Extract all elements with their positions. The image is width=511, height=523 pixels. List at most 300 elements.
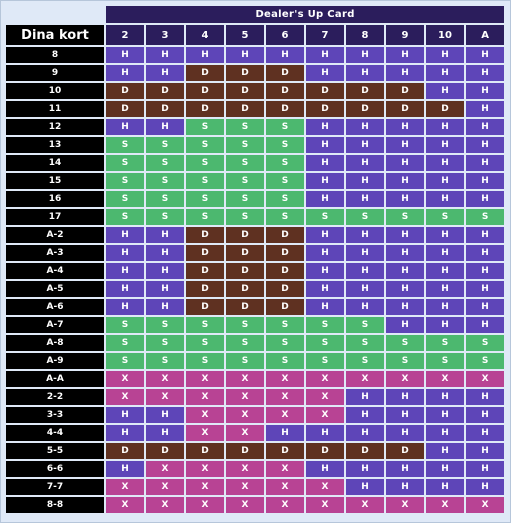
your-cards-header: Dina kort: [6, 25, 104, 45]
action-cell: H: [306, 155, 344, 171]
action-cell: H: [346, 155, 384, 171]
hand-row: [6, 47, 504, 63]
action-cell: H: [106, 227, 144, 243]
action-cell: X: [146, 371, 184, 387]
action-cell: S: [346, 209, 384, 225]
action-cell: H: [346, 119, 384, 135]
action-cell: S: [346, 317, 384, 333]
hand-label: A-8: [6, 335, 104, 351]
action-cell: S: [466, 209, 504, 225]
action-cell: S: [426, 209, 464, 225]
action-cell: H: [466, 83, 504, 99]
action-cell: H: [466, 425, 504, 441]
action-cell: D: [146, 83, 184, 99]
action-cell: X: [106, 371, 144, 387]
action-cell: H: [466, 281, 504, 297]
title-spacer: [6, 6, 104, 23]
action-cell: D: [266, 227, 304, 243]
action-cell: H: [346, 299, 384, 315]
action-cell: H: [106, 407, 144, 423]
action-cell: S: [226, 317, 264, 333]
action-cell: S: [226, 155, 264, 171]
action-cell: X: [186, 389, 224, 405]
action-cell: D: [226, 281, 264, 297]
action-cell: X: [186, 425, 224, 441]
action-cell: H: [426, 317, 464, 333]
action-cell: X: [346, 371, 384, 387]
action-cell: H: [306, 173, 344, 189]
action-cell: H: [146, 281, 184, 297]
action-cell: D: [386, 83, 424, 99]
action-cell: D: [346, 101, 384, 117]
hand-row: [6, 497, 504, 513]
action-cell: S: [466, 353, 504, 369]
action-cell: S: [146, 353, 184, 369]
action-cell: H: [426, 47, 464, 63]
hand-label: 4-4: [6, 425, 104, 441]
action-cell: H: [426, 227, 464, 243]
hand-row: [6, 191, 504, 207]
action-cell: H: [346, 479, 384, 495]
action-cell: H: [146, 299, 184, 315]
title-row: [6, 6, 504, 23]
action-cell: X: [266, 407, 304, 423]
action-cell: H: [426, 263, 464, 279]
action-cell: H: [466, 299, 504, 315]
hand-label: 5-5: [6, 443, 104, 459]
action-cell: S: [186, 335, 224, 351]
action-cell: S: [146, 155, 184, 171]
action-cell: H: [346, 191, 384, 207]
action-cell: S: [346, 335, 384, 351]
action-cell: S: [266, 191, 304, 207]
action-cell: S: [306, 317, 344, 333]
action-cell: H: [426, 191, 464, 207]
action-cell: S: [226, 119, 264, 135]
hand-row: [6, 353, 504, 369]
hand-label: 15: [6, 173, 104, 189]
hand-label: A-2: [6, 227, 104, 243]
action-cell: H: [386, 191, 424, 207]
action-cell: H: [426, 137, 464, 153]
action-cell: D: [146, 443, 184, 459]
action-cell: X: [466, 497, 504, 513]
action-cell: X: [226, 497, 264, 513]
action-cell: X: [226, 479, 264, 495]
action-cell: H: [146, 65, 184, 81]
action-cell: H: [146, 425, 184, 441]
action-cell: H: [106, 245, 144, 261]
action-cell: X: [186, 479, 224, 495]
action-cell: H: [466, 245, 504, 261]
action-cell: H: [466, 155, 504, 171]
hand-label: 14: [6, 155, 104, 171]
hand-row: [6, 425, 504, 441]
action-cell: S: [146, 137, 184, 153]
action-cell: H: [306, 191, 344, 207]
action-cell: H: [186, 47, 224, 63]
hand-row: [6, 119, 504, 135]
action-cell: S: [466, 335, 504, 351]
action-cell: D: [226, 227, 264, 243]
action-cell: D: [186, 263, 224, 279]
action-cell: H: [266, 425, 304, 441]
action-cell: S: [306, 353, 344, 369]
action-cell: H: [466, 443, 504, 459]
action-cell: S: [186, 353, 224, 369]
action-cell: D: [306, 101, 344, 117]
dealer-up-card-title: Dealer's Up Card: [106, 6, 504, 23]
hand-row: [6, 65, 504, 81]
action-cell: S: [266, 317, 304, 333]
hand-label: 2-2: [6, 389, 104, 405]
action-cell: D: [226, 65, 264, 81]
action-cell: H: [426, 407, 464, 423]
action-cell: S: [266, 209, 304, 225]
action-cell: S: [386, 353, 424, 369]
action-cell: S: [386, 335, 424, 351]
action-cell: H: [466, 137, 504, 153]
action-cell: D: [106, 83, 144, 99]
action-cell: S: [146, 209, 184, 225]
action-cell: D: [186, 299, 224, 315]
action-cell: S: [266, 353, 304, 369]
action-cell: X: [186, 461, 224, 477]
action-cell: X: [466, 371, 504, 387]
action-cell: H: [146, 407, 184, 423]
action-cell: H: [346, 47, 384, 63]
hand-row: [6, 245, 504, 261]
action-cell: D: [226, 443, 264, 459]
hand-row: [6, 389, 504, 405]
action-cell: D: [266, 443, 304, 459]
action-cell: H: [386, 299, 424, 315]
hand-label: 13: [6, 137, 104, 153]
action-cell: S: [386, 209, 424, 225]
hand-row: [6, 209, 504, 225]
action-cell: D: [266, 101, 304, 117]
action-cell: H: [426, 461, 464, 477]
action-cell: H: [426, 119, 464, 135]
up-card-header: 10: [426, 25, 464, 45]
action-cell: H: [466, 389, 504, 405]
action-cell: D: [186, 227, 224, 243]
action-cell: H: [426, 443, 464, 459]
action-cell: S: [106, 137, 144, 153]
action-cell: S: [426, 353, 464, 369]
action-cell: H: [106, 425, 144, 441]
action-cell: S: [146, 173, 184, 189]
action-cell: D: [106, 101, 144, 117]
action-cell: D: [306, 83, 344, 99]
action-cell: D: [106, 443, 144, 459]
action-cell: S: [186, 191, 224, 207]
up-card-header: 4: [186, 25, 224, 45]
action-cell: S: [266, 335, 304, 351]
action-cell: H: [386, 47, 424, 63]
action-cell: H: [466, 65, 504, 81]
up-card-header-row: [6, 25, 504, 45]
up-card-header: 9: [386, 25, 424, 45]
action-cell: S: [306, 335, 344, 351]
action-cell: X: [226, 371, 264, 387]
action-cell: S: [186, 317, 224, 333]
action-cell: D: [226, 299, 264, 315]
hand-label: A-A: [6, 371, 104, 387]
action-cell: S: [106, 317, 144, 333]
action-cell: D: [226, 263, 264, 279]
action-cell: H: [466, 317, 504, 333]
up-card-header: A: [466, 25, 504, 45]
action-cell: S: [266, 119, 304, 135]
hand-row: [6, 479, 504, 495]
action-cell: D: [266, 83, 304, 99]
action-cell: D: [386, 101, 424, 117]
action-cell: H: [466, 479, 504, 495]
action-cell: X: [426, 371, 464, 387]
hand-row: [6, 335, 504, 351]
action-cell: H: [306, 299, 344, 315]
action-cell: X: [266, 479, 304, 495]
action-cell: S: [186, 173, 224, 189]
hand-label: 16: [6, 191, 104, 207]
action-cell: H: [106, 299, 144, 315]
action-cell: H: [426, 155, 464, 171]
action-cell: X: [186, 371, 224, 387]
action-cell: D: [186, 281, 224, 297]
hand-row: [6, 461, 504, 477]
action-cell: H: [386, 263, 424, 279]
action-cell: H: [106, 461, 144, 477]
action-cell: S: [226, 173, 264, 189]
hand-row: [6, 317, 504, 333]
action-cell: D: [266, 299, 304, 315]
action-cell: H: [466, 119, 504, 135]
action-cell: H: [346, 65, 384, 81]
action-cell: D: [386, 443, 424, 459]
action-cell: X: [306, 407, 344, 423]
action-cell: X: [306, 479, 344, 495]
action-cell: H: [106, 47, 144, 63]
action-cell: H: [386, 245, 424, 261]
action-cell: H: [386, 137, 424, 153]
action-cell: H: [106, 281, 144, 297]
hand-label: A-5: [6, 281, 104, 297]
action-cell: X: [226, 425, 264, 441]
action-cell: X: [306, 389, 344, 405]
action-cell: S: [186, 119, 224, 135]
up-card-header: 7: [306, 25, 344, 45]
action-cell: H: [426, 245, 464, 261]
hand-label: A-6: [6, 299, 104, 315]
action-cell: H: [386, 425, 424, 441]
action-cell: H: [386, 461, 424, 477]
action-cell: H: [306, 227, 344, 243]
hand-label: 17: [6, 209, 104, 225]
hand-row: [6, 407, 504, 423]
action-cell: D: [146, 101, 184, 117]
action-cell: D: [186, 65, 224, 81]
action-cell: H: [146, 245, 184, 261]
hand-label: 8: [6, 47, 104, 63]
action-cell: H: [426, 65, 464, 81]
action-cell: D: [266, 263, 304, 279]
hand-row: [6, 299, 504, 315]
hand-row: [6, 227, 504, 243]
action-cell: X: [146, 479, 184, 495]
action-cell: H: [426, 299, 464, 315]
action-cell: S: [106, 191, 144, 207]
action-cell: D: [266, 65, 304, 81]
action-cell: X: [226, 389, 264, 405]
action-cell: D: [186, 443, 224, 459]
action-cell: S: [146, 335, 184, 351]
action-cell: X: [146, 389, 184, 405]
action-cell: D: [266, 245, 304, 261]
action-cell: H: [426, 425, 464, 441]
action-cell: S: [106, 155, 144, 171]
action-cell: H: [466, 101, 504, 117]
action-cell: S: [226, 353, 264, 369]
action-cell: X: [106, 389, 144, 405]
hand-row: [6, 101, 504, 117]
action-cell: H: [346, 227, 384, 243]
action-cell: X: [306, 497, 344, 513]
action-cell: H: [466, 227, 504, 243]
action-cell: H: [346, 407, 384, 423]
action-cell: H: [426, 479, 464, 495]
up-card-header: 8: [346, 25, 384, 45]
action-cell: H: [346, 389, 384, 405]
hand-row: [6, 173, 504, 189]
action-cell: D: [226, 101, 264, 117]
action-cell: D: [426, 101, 464, 117]
action-cell: X: [186, 407, 224, 423]
action-cell: H: [346, 137, 384, 153]
action-cell: S: [266, 137, 304, 153]
action-cell: X: [146, 497, 184, 513]
strategy-rows: [6, 47, 504, 513]
action-cell: H: [306, 245, 344, 261]
action-cell: H: [386, 65, 424, 81]
action-cell: H: [146, 47, 184, 63]
hand-row: [6, 155, 504, 171]
hand-label: 7-7: [6, 479, 104, 495]
action-cell: X: [226, 407, 264, 423]
action-cell: D: [186, 101, 224, 117]
action-cell: H: [346, 245, 384, 261]
action-cell: H: [386, 281, 424, 297]
action-cell: H: [346, 173, 384, 189]
action-cell: S: [266, 173, 304, 189]
action-cell: S: [346, 353, 384, 369]
action-cell: S: [186, 137, 224, 153]
action-cell: S: [106, 173, 144, 189]
up-card-header: 2: [106, 25, 144, 45]
strategy-table: [4, 4, 506, 515]
hand-row: [6, 137, 504, 153]
action-cell: H: [146, 227, 184, 243]
action-cell: X: [186, 497, 224, 513]
action-cell: X: [426, 497, 464, 513]
hand-label: 3-3: [6, 407, 104, 423]
action-cell: S: [186, 209, 224, 225]
action-cell: S: [226, 191, 264, 207]
hand-row: [6, 443, 504, 459]
up-card-header: 3: [146, 25, 184, 45]
action-cell: H: [306, 119, 344, 135]
action-cell: X: [266, 371, 304, 387]
hand-label: A-4: [6, 263, 104, 279]
action-cell: H: [306, 425, 344, 441]
action-cell: S: [426, 335, 464, 351]
action-cell: X: [146, 461, 184, 477]
action-cell: S: [146, 317, 184, 333]
hand-label: 12: [6, 119, 104, 135]
action-cell: S: [306, 209, 344, 225]
hand-label: 10: [6, 83, 104, 99]
action-cell: H: [306, 47, 344, 63]
action-cell: S: [266, 155, 304, 171]
action-cell: X: [306, 371, 344, 387]
action-cell: H: [426, 83, 464, 99]
up-card-header: 5: [226, 25, 264, 45]
action-cell: H: [306, 281, 344, 297]
action-cell: H: [466, 263, 504, 279]
action-cell: H: [106, 263, 144, 279]
action-cell: H: [386, 173, 424, 189]
hand-label: 6-6: [6, 461, 104, 477]
action-cell: X: [386, 497, 424, 513]
action-cell: D: [346, 83, 384, 99]
hand-row: [6, 281, 504, 297]
action-cell: H: [146, 119, 184, 135]
action-cell: H: [386, 119, 424, 135]
action-cell: H: [306, 263, 344, 279]
action-cell: S: [106, 353, 144, 369]
action-cell: H: [106, 65, 144, 81]
action-cell: X: [106, 479, 144, 495]
action-cell: H: [426, 389, 464, 405]
action-cell: S: [226, 335, 264, 351]
action-cell: D: [266, 281, 304, 297]
action-cell: H: [226, 47, 264, 63]
action-cell: H: [106, 119, 144, 135]
action-cell: D: [186, 83, 224, 99]
action-cell: X: [106, 497, 144, 513]
action-cell: H: [346, 263, 384, 279]
action-cell: D: [306, 443, 344, 459]
action-cell: H: [426, 281, 464, 297]
up-card-header: 6: [266, 25, 304, 45]
action-cell: H: [306, 461, 344, 477]
action-cell: H: [386, 479, 424, 495]
action-cell: H: [466, 191, 504, 207]
action-cell: H: [146, 263, 184, 279]
action-cell: H: [386, 227, 424, 243]
action-cell: X: [266, 389, 304, 405]
hand-label: 8-8: [6, 497, 104, 513]
action-cell: H: [266, 47, 304, 63]
hand-row: [6, 263, 504, 279]
action-cell: S: [226, 137, 264, 153]
action-cell: D: [226, 245, 264, 261]
action-cell: H: [346, 461, 384, 477]
action-cell: H: [306, 65, 344, 81]
hand-label: A-3: [6, 245, 104, 261]
hand-row: [6, 83, 504, 99]
action-cell: X: [346, 497, 384, 513]
